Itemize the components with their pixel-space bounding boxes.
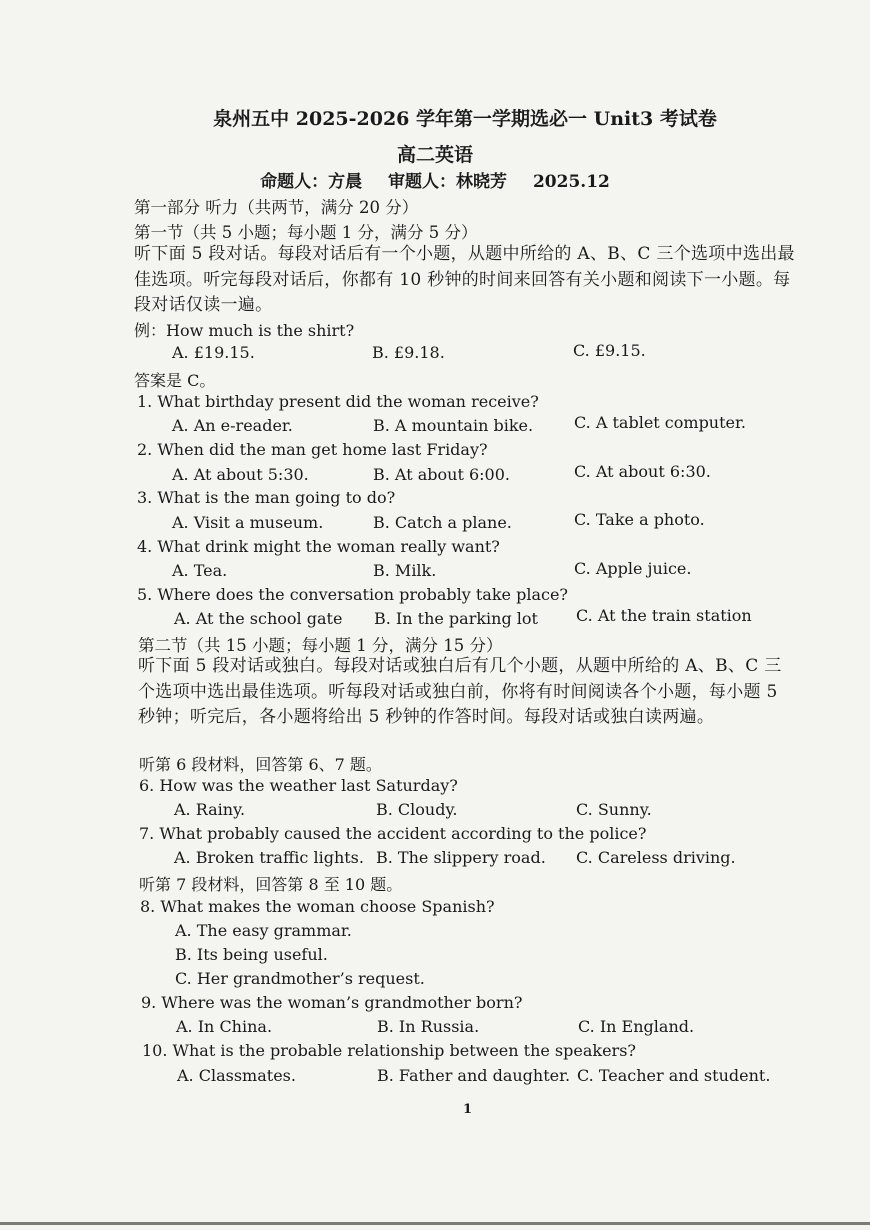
q2-option-b: B. At about 6:00.: [373, 465, 510, 484]
question-7: 7. What probably caused the accident according to the police?: [139, 824, 647, 843]
q9-option-c: C. In England.: [578, 1017, 695, 1036]
exam-subject: 高二英语: [396, 144, 473, 166]
q7-option-c: C. Careless driving.: [576, 848, 736, 867]
page-number: 1: [463, 1102, 473, 1117]
example-option-c: C. £9.15.: [573, 341, 646, 360]
q3-option-b: B. Catch a plane.: [373, 513, 512, 532]
section2-heading: 第二节（共 15 小题；每小题 1 分，满分 15 分）: [138, 636, 503, 655]
question-5: 5. Where does the conversation probably take place?: [137, 585, 568, 604]
q10-option-a: A. Classmates.: [177, 1066, 296, 1085]
q4-option-a: A. Tea.: [172, 561, 228, 580]
q6-option-a: A. Rainy.: [174, 800, 246, 819]
q1-option-a: A. An e-reader.: [172, 416, 293, 435]
exam-credits: [0, 167, 870, 192]
question-9: 9. Where was the woman’s grandmother born?: [141, 993, 523, 1012]
q1-option-b: B. A mountain bike.: [373, 416, 534, 435]
q5-option-b: B. In the parking lot: [374, 609, 538, 628]
question-4: 4. What drink might the woman really want?: [137, 537, 500, 556]
scan-edge-shadow: [0, 1222, 870, 1225]
exam-title: 泉州五中 2025-2026 学年第一学期选必一 Unit3 考试卷: [213, 108, 717, 130]
example-option-a: A. £19.15.: [172, 343, 255, 362]
question-8: 8. What makes the woman choose Spanish?: [140, 897, 495, 916]
q4-option-c: C. Apple juice.: [574, 559, 692, 578]
question-1: 1. What birthday present did the woman receive?: [137, 392, 539, 411]
section1-heading: 第一节（共 5 小题；每小题 1 分，满分 5 分）: [134, 223, 478, 242]
q10-option-c: C. Teacher and student.: [577, 1066, 771, 1085]
question-10: 10. What is the probable relationship between the speakers?: [142, 1041, 636, 1060]
q8-option-b: B. Its being useful.: [175, 945, 328, 964]
q6-option-c: C. Sunny.: [576, 800, 652, 819]
q7-option-a: A. Broken traffic lights.: [174, 848, 364, 867]
example-question: 例：How much is the shirt?: [134, 321, 355, 340]
q10-option-b: B. Father and daughter.: [377, 1066, 571, 1085]
material-6-note: 听第 6 段材料，回答第 6、7 题。: [139, 755, 382, 774]
section2-instructions: 听下面 5 段对话或独白。每段对话或独白后有几个小题，从题中所给的 A、B、C 三个选项中选出最佳选项。听每段对话或独白前，你将有时间阅读各个小题，每小题 5 秒钟；听完后，各小题将给出 5 秒钟的作答时间。每段对话或独白读两遍。: [138, 656, 782, 727]
q3-option-a: A. Visit a museum.: [172, 513, 324, 532]
q9-option-b: B. In Russia.: [377, 1017, 480, 1036]
q1-option-c: C. A tablet computer.: [574, 413, 746, 432]
q8-option-c: C. Her grandmother’s request.: [175, 969, 425, 988]
q6-option-b: B. Cloudy.: [376, 800, 458, 819]
reviewer: 审题人：林晓芳: [388, 172, 508, 192]
q4-option-b: B. Milk.: [373, 561, 437, 580]
question-2: 2. When did the man get home last Friday?: [137, 440, 488, 459]
part1-heading: 第一部分 听力（共两节，满分 20 分）: [134, 198, 419, 217]
q3-option-c: C. Take a photo.: [574, 510, 705, 529]
q7-option-b: B. The slippery road.: [376, 848, 546, 867]
q5-option-a: A. At the school gate: [174, 609, 343, 628]
example-option-b: B. £9.18.: [372, 343, 445, 362]
section1-instructions: 听下面 5 段对话。每段对话后有一个小题，从题中所给的 A、B、C 三个选项中选出最佳选项。听完每段对话后，你都有 10 秒钟的时间来回答有关小题和阅读下一小题。每段对话仅读一遍。: [134, 244, 795, 315]
question-6: 6. How was the weather last Saturday?: [139, 776, 458, 795]
q2-option-a: A. At about 5:30.: [172, 465, 309, 484]
q5-option-c: C. At the train station: [576, 606, 752, 625]
exam-date: 2025.12: [532, 172, 610, 192]
question-3: 3. What is the man going to do?: [137, 488, 396, 507]
q9-option-a: A. In China.: [176, 1017, 273, 1036]
q2-option-c: C. At about 6:30.: [574, 462, 711, 481]
q8-option-a: A. The easy grammar.: [175, 921, 352, 940]
example-answer: 答案是 C。: [134, 371, 216, 390]
author: 命题人：方晨: [260, 172, 363, 192]
material-7-note: 听第 7 段材料，回答第 8 至 10 题。: [139, 875, 403, 894]
